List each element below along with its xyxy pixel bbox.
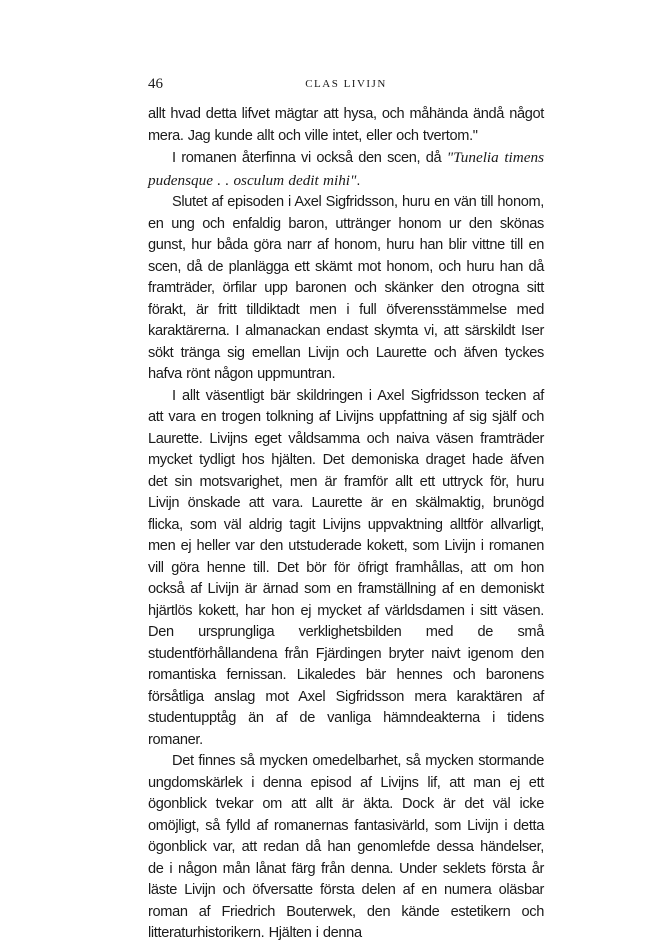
paragraph: I allt väsentligt bär skildringen i Axel Sigfridsson tecken af att vara en trogen tolkning af Livijns uppfattning af sig själf och Laurette. Livijns eget våldsamma och naiva väsen framträder mycket tydligt hos hjälten. Det demoniska draget hade äfven det sin motsvarighet, men är framför allt ett uttryck för, huru Livijn önskade att vara. Laurette är en skälmaktig, brunögd flicka, som väl aldrig tagit Livijns uppvaktning alltför allvarligt, men ej heller var den utstuderade kokett, som Livijn i romanen vill göra henne till. Det bör för öfrigt framhållas, att om hon också af Livijn är ärnad som en framställning af en demoniskt hjärtlös kokett, har hon ej mycket af världsdamen i sitt väsen. Den ursprungliga verklighetsbilden med de små studentförhållandena från Fjärdingen bryter naivt igenom den romantiska fernissan. Likaledes bär hennes och baronens försåtliga anslag mot Axel Sigfridsson mera karaktären af studentupptåg än af de vanliga hämndeakterna i tidens romaner. <box>148 387 544 748</box>
body-text <box>148 104 544 945</box>
page-number: 46 <box>148 76 163 92</box>
page-header <box>148 76 544 96</box>
latin-quotation: "Tunelia timens pudensque . . osculum dedit mihi" <box>148 149 544 189</box>
paragraph-continued: allt hvad detta lifvet mägtar att hysa, och måhända ändå något mera. Jag kunde allt och ville intet, eller och tvertom." <box>148 106 544 144</box>
paragraph-text: . <box>356 172 361 189</box>
paragraph: Slutet af episoden i Axel Sigfridsson, huru en vän till honom, en ung och enfaldig baron, uttränger honom ur den skönas gunst, hur båda göra narr af honom, huru han blir vittne till en scen, då de planlägga ett skämt mot honom, och huru han då framträder, örfilar upp baronen och skänker den otrogna sitt förakt, är fritt tilldiktadt men i full öfverensstämmelse med karaktärerna. I almanackan endast skymta vi, att särskildt Iser sökt tränga sig emellan Livijn och Laurette och äfven tyckes hafva rönt någon uppmuntran. <box>148 194 544 382</box>
paragraph-text: I romanen återfinna vi också den scen, då <box>172 150 447 166</box>
paragraph-latin-quote <box>148 147 544 192</box>
paragraph: Det finnes så mycken omedelbarhet, så mycken stormande ungdomskärlek i denna episod af Livijns lif, att man ej ett ögonblick tvekar om att allt är äkta. Dock är det väl icke omöjligt, så fylld af romanernas fantasivärld, som Livijn i detta ögonblick var, att redan då han genomlefde dessa händelser, de i någon mån lånat färg från denna. Under seklets första år läste Livijn och öfversatte första delen af en numera oläsbar roman af Friedrich Bouterwek, den kände estetikern och litteraturhistorikern. Hjälten i denna <box>148 753 544 941</box>
running-title: CLAS LIVIJN <box>305 78 387 90</box>
